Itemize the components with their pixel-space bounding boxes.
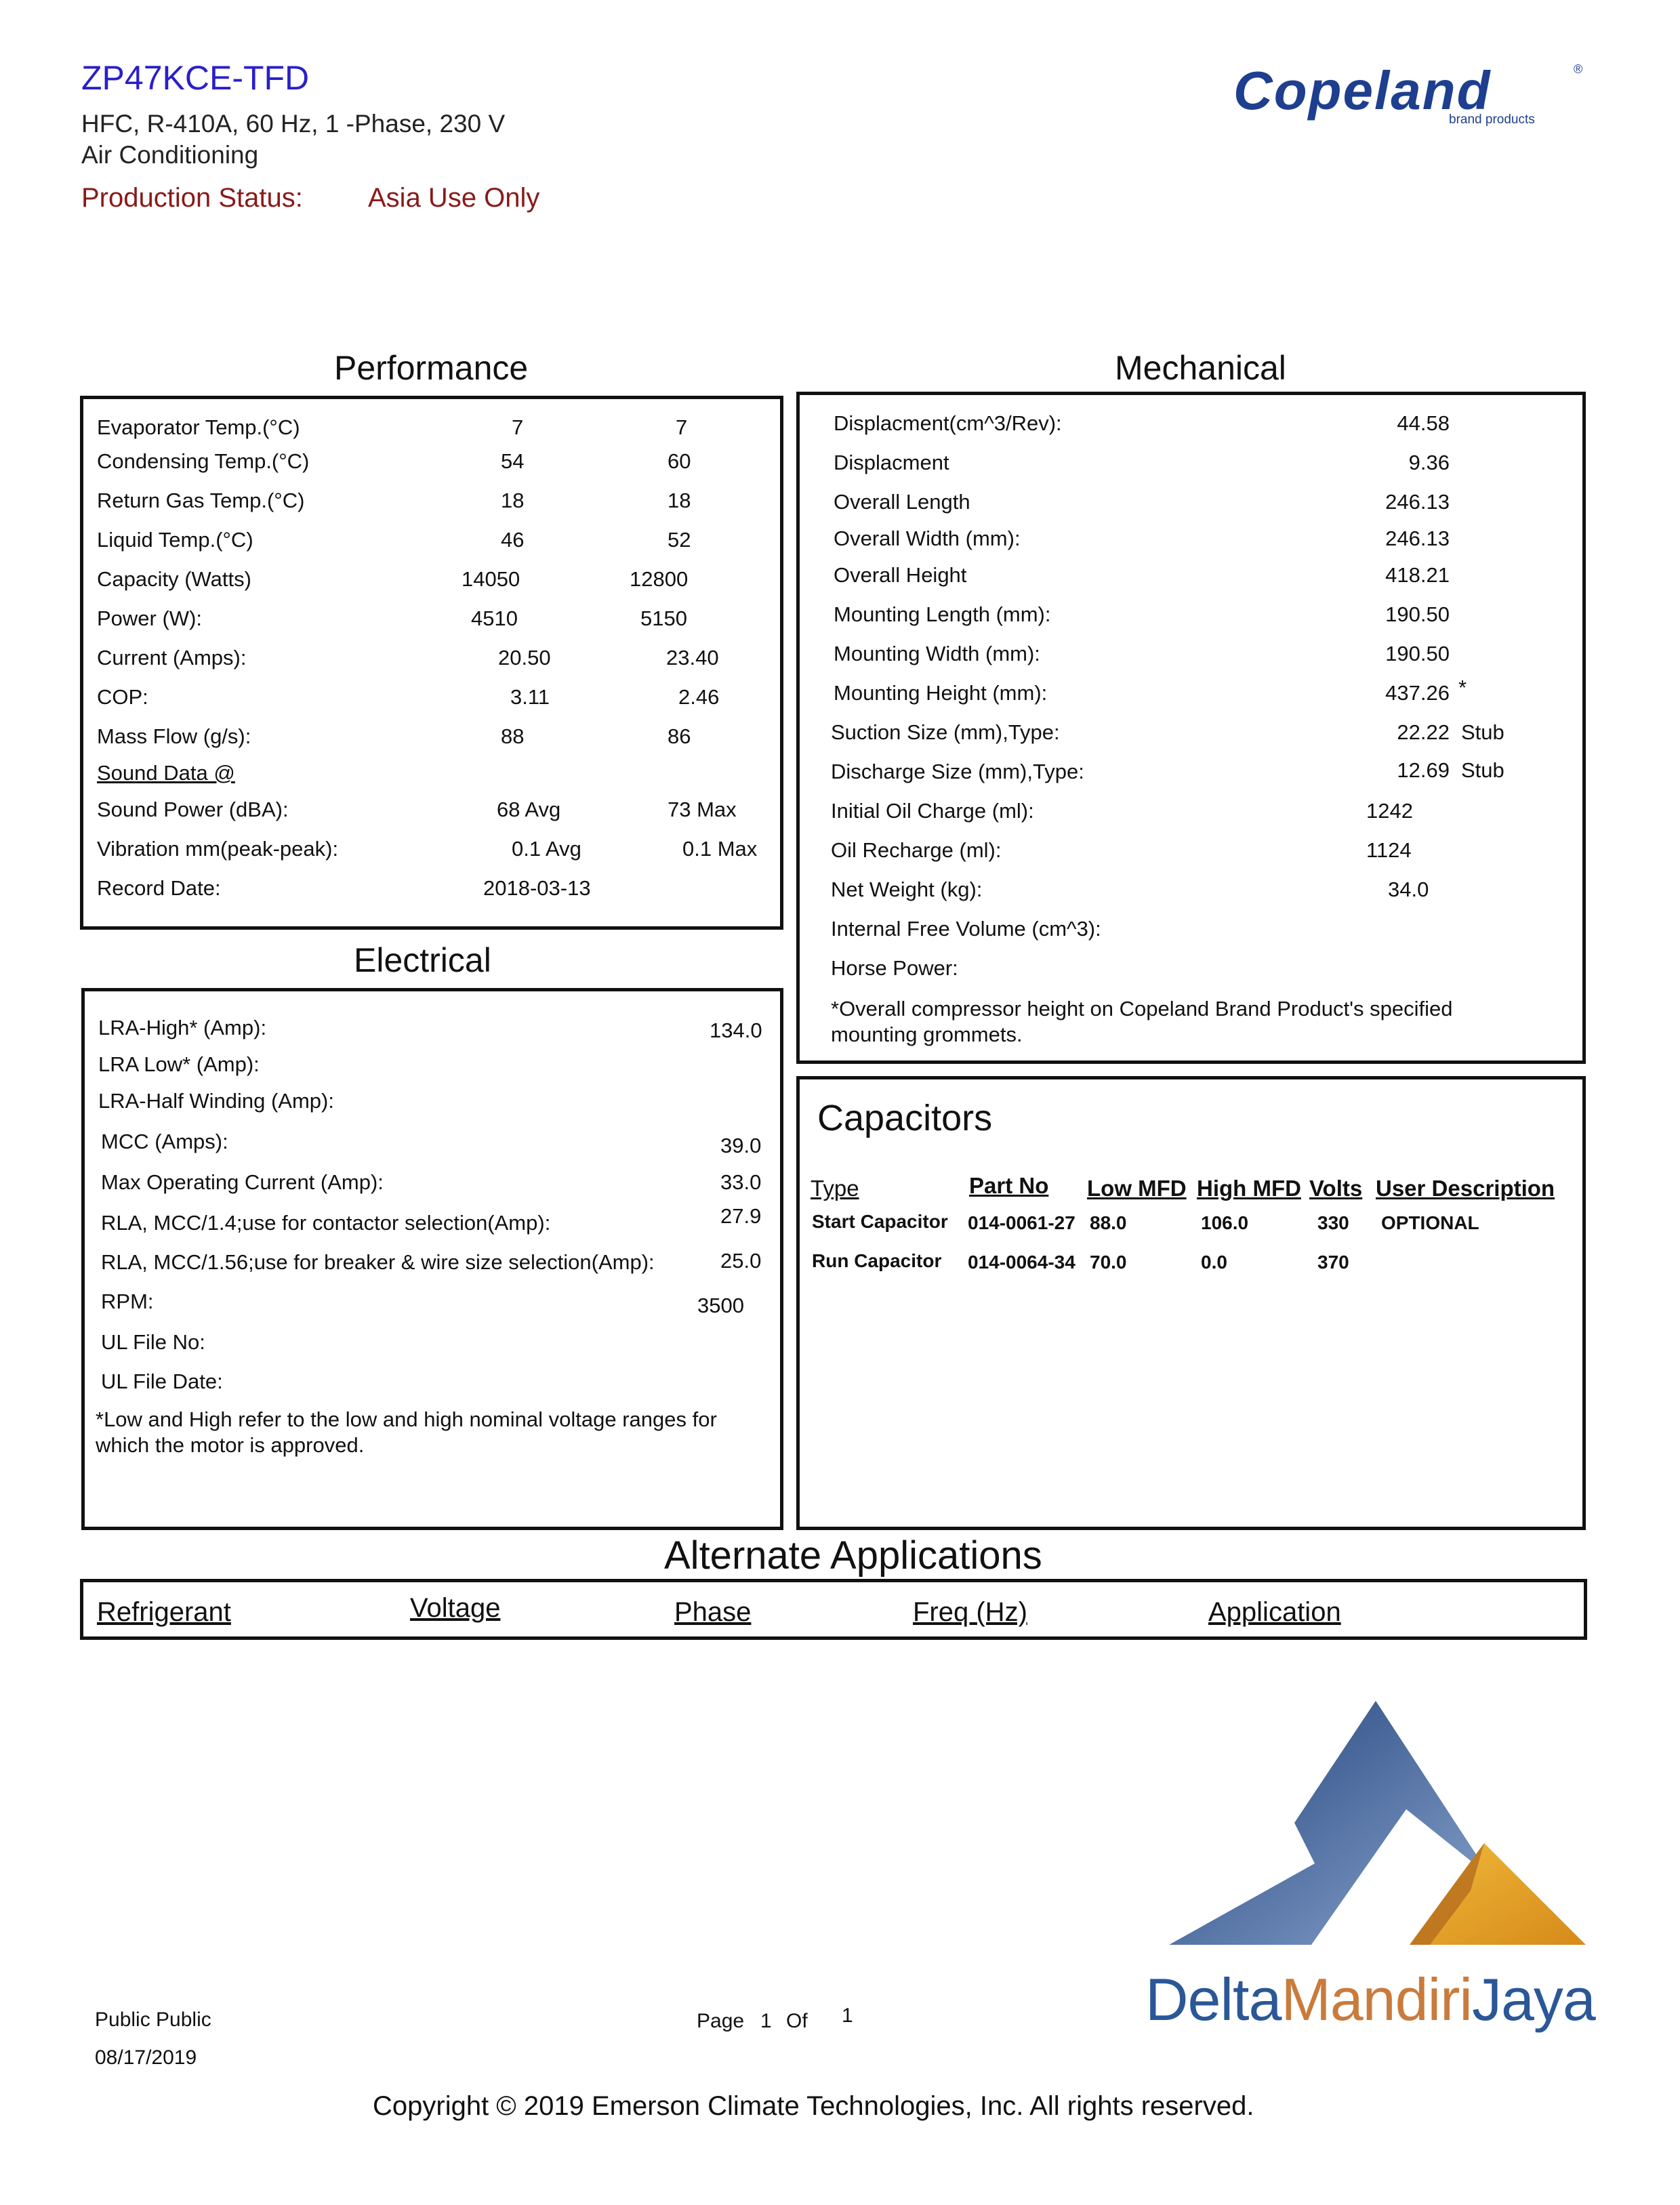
vibration-label: Vibration mm(peak-peak): — [97, 837, 339, 861]
mech-suffix: * — [1458, 676, 1467, 699]
mech-value: 190.50 — [1385, 602, 1450, 626]
mech-value: 246.13 — [1385, 490, 1450, 514]
cap-high: 0.0 — [1201, 1252, 1227, 1273]
elec-label: LRA-High* (Amp): — [98, 1016, 267, 1039]
mech-value: 437.26 — [1385, 681, 1450, 705]
elec-value: 33.0 — [720, 1170, 762, 1194]
mech-label: Displacment(cm^3/Rev): — [834, 411, 1062, 435]
sound-power-avg: 68 Avg — [497, 798, 561, 821]
production-status-label: Production Status: — [81, 183, 303, 213]
copeland-tagline: brand products — [1449, 112, 1535, 127]
perf-value-1: 14050 — [462, 567, 520, 591]
mech-value: 190.50 — [1385, 642, 1450, 665]
footer-classification: Public Public — [95, 2008, 211, 2031]
dmj-word-mandiri: Mandiri — [1281, 1966, 1472, 2033]
footer-of-label: Of — [786, 2010, 808, 2032]
production-status-value: Asia Use Only — [368, 183, 540, 213]
footer-page-label: Page — [697, 2010, 745, 2032]
mech-value: 1242 — [1366, 799, 1413, 823]
dmj-word-jaya: Jaya — [1471, 1966, 1595, 2033]
mech-label: Horse Power: — [831, 956, 958, 980]
mech-label: Overall Length — [834, 490, 970, 514]
mech-label: Discharge Size (mm),Type: — [831, 760, 1084, 783]
elec-label: UL File No: — [101, 1330, 205, 1354]
mech-value: 9.36 — [1408, 451, 1450, 474]
perf-value-1: 4510 — [471, 606, 518, 630]
perf-label: Mass Flow (g/s): — [97, 724, 251, 748]
cap-col-high-mfd: High MFD — [1197, 1176, 1301, 1201]
cap-low: 70.0 — [1090, 1252, 1127, 1273]
mech-value: 418.21 — [1385, 563, 1450, 587]
elec-label: Max Operating Current (Amp): — [101, 1170, 384, 1194]
alternate-box — [80, 1579, 1587, 1640]
alt-col-voltage: Voltage — [410, 1593, 501, 1623]
elec-label: UL File Date: — [101, 1369, 223, 1393]
capacitors-heading: Capacitors — [817, 1098, 993, 1138]
mountain-logo-graphic — [1152, 1687, 1599, 1985]
elec-value: 39.0 — [720, 1134, 762, 1157]
mech-label: Mounting Length (mm): — [834, 602, 1051, 626]
elec-label: MCC (Amps): — [101, 1130, 228, 1153]
mechanical-heading: Mechanical — [1115, 349, 1286, 387]
footer-date: 08/17/2019 — [95, 2046, 197, 2069]
mech-value: 12.69 — [1397, 758, 1450, 782]
elec-value: 25.0 — [720, 1249, 762, 1273]
dmj-logo-text — [1145, 1965, 1595, 2034]
electrical-heading: Electrical — [354, 941, 491, 979]
cap-col-type: Type — [811, 1176, 859, 1201]
cap-volts: 330 — [1317, 1212, 1349, 1233]
perf-value-2: 60 — [668, 449, 691, 473]
record-date-value: 2018-03-13 — [483, 876, 591, 900]
copeland-registered-mark: ® — [1574, 62, 1583, 76]
footer-page-total: 1 — [842, 2004, 853, 2027]
elec-value: 27.9 — [720, 1204, 762, 1228]
perf-label: Condensing Temp.(°C) — [97, 449, 310, 473]
perf-value-1: 18 — [501, 489, 525, 512]
elec-label: LRA-Half Winding (Amp): — [98, 1089, 334, 1113]
mech-value: 44.58 — [1397, 411, 1450, 435]
perf-value-1: 54 — [501, 449, 525, 473]
perf-value-1: 3.11 — [510, 685, 550, 709]
elec-label: RLA, MCC/1.4;use for contactor selection(Amp): — [101, 1211, 551, 1235]
elec-value: 134.0 — [710, 1018, 762, 1042]
perf-value-2: 18 — [668, 489, 691, 512]
cap-part: 014-0061-27 — [968, 1212, 1075, 1233]
mech-label: Overall Width (mm): — [834, 527, 1021, 550]
mech-label: Overall Height — [834, 563, 967, 587]
mechanical-box — [796, 392, 1586, 1064]
mech-suffix: Stub — [1461, 758, 1504, 782]
mech-label: Oil Recharge (ml): — [831, 838, 1002, 862]
mech-label: Net Weight (kg): — [831, 878, 983, 901]
mech-label: Suction Size (mm),Type: — [831, 720, 1060, 744]
perf-label: Return Gas Temp.(°C) — [97, 489, 305, 512]
perf-value-2: 52 — [668, 528, 691, 552]
alt-col-freq: Freq (Hz) — [913, 1597, 1027, 1627]
mech-value: 246.13 — [1385, 527, 1450, 550]
cap-low: 88.0 — [1090, 1212, 1127, 1233]
perf-value-2: 7 — [676, 415, 688, 439]
footer-page-number: 1 — [760, 2010, 772, 2032]
mech-value: 22.22 — [1397, 720, 1450, 744]
cap-col-low-mfd: Low MFD — [1087, 1176, 1187, 1201]
elec-label: RLA, MCC/1.56;use for breaker & wire size selection(Amp): — [101, 1250, 655, 1274]
perf-label: Liquid Temp.(°C) — [97, 528, 253, 552]
perf-label: COP: — [97, 685, 148, 709]
perf-value-1: 7 — [512, 415, 524, 439]
spec-line: HFC, R-410A, 60 Hz, 1 -Phase, 230 V — [81, 110, 506, 138]
mech-label: Displacment — [834, 451, 949, 474]
elec-label: RPM: — [101, 1290, 154, 1313]
cap-col-part: Part No — [969, 1173, 1049, 1198]
perf-value-1: 46 — [501, 528, 525, 552]
alt-col-phase: Phase — [674, 1597, 752, 1627]
perf-value-1: 20.50 — [498, 646, 551, 669]
perf-value-2: 2.46 — [678, 685, 720, 709]
cap-high: 106.0 — [1201, 1212, 1249, 1233]
vibration-max: 0.1 Max — [682, 837, 758, 861]
cap-part: 014-0064-34 — [968, 1252, 1075, 1273]
cap-desc: OPTIONAL — [1381, 1212, 1479, 1233]
perf-label: Current (Amps): — [97, 646, 247, 669]
mech-label: Initial Oil Charge (ml): — [831, 799, 1034, 823]
sound-power-max: 73 Max — [668, 798, 737, 821]
perf-label: Evaporator Temp.(°C) — [97, 415, 300, 439]
record-date-label: Record Date: — [97, 876, 221, 900]
cap-type: Start Capacitor — [812, 1211, 948, 1232]
electrical-box — [81, 988, 783, 1530]
mech-label: Internal Free Volume (cm^3): — [831, 917, 1101, 941]
mech-label: Mounting Width (mm): — [834, 642, 1040, 665]
perf-value-2: 86 — [668, 724, 691, 748]
perf-value-2: 12800 — [630, 567, 689, 591]
model-title: ZP47KCE-TFD — [81, 59, 310, 97]
mechanical-note-line1: *Overall compressor height on Copeland Brand Product's specified — [831, 997, 1453, 1021]
elec-label: LRA Low* (Amp): — [98, 1052, 260, 1076]
copeland-logo — [1233, 60, 1586, 134]
elec-value: 3500 — [697, 1294, 744, 1317]
copeland-brand-text: Copeland — [1233, 60, 1492, 121]
perf-label: Capacity (Watts) — [97, 567, 251, 591]
alt-col-application: Application — [1208, 1597, 1341, 1627]
dmj-word-delta: Delta — [1145, 1966, 1282, 2033]
perf-label: Power (W): — [97, 606, 202, 630]
perf-value-1: 88 — [501, 724, 525, 748]
alt-col-refrigerant: Refrigerant — [97, 1597, 231, 1627]
performance-heading: Performance — [334, 349, 529, 387]
capacitors-box — [796, 1076, 1586, 1530]
alternate-heading: Alternate Applications — [664, 1533, 1042, 1578]
vibration-avg: 0.1 Avg — [512, 837, 581, 861]
cap-col-user-desc: User Description — [1376, 1176, 1555, 1201]
cap-col-volts: Volts — [1309, 1176, 1363, 1201]
application-line: Air Conditioning — [81, 141, 259, 169]
mech-suffix: Stub — [1461, 720, 1504, 744]
mech-value: 34.0 — [1388, 878, 1429, 901]
footer-copyright: Copyright © 2019 Emerson Climate Technologies, Inc. All rights reserved. — [373, 2091, 1254, 2121]
cap-type: Run Capacitor — [812, 1250, 942, 1271]
electrical-note-line2: which the motor is approved. — [96, 1433, 365, 1457]
sound-power-label: Sound Power (dBA): — [97, 798, 289, 821]
performance-box — [80, 396, 783, 930]
mech-label: Mounting Height (mm): — [834, 681, 1048, 705]
sound-data-link: Sound Data @ — [97, 761, 235, 785]
cap-volts: 370 — [1317, 1252, 1349, 1273]
electrical-note-line1: *Low and High refer to the low and high nominal voltage ranges for — [96, 1407, 717, 1431]
perf-value-2: 5150 — [640, 606, 687, 630]
mech-value: 1124 — [1366, 838, 1412, 862]
perf-value-2: 23.40 — [666, 646, 719, 669]
mechanical-note-line2: mounting grommets. — [831, 1023, 1023, 1046]
